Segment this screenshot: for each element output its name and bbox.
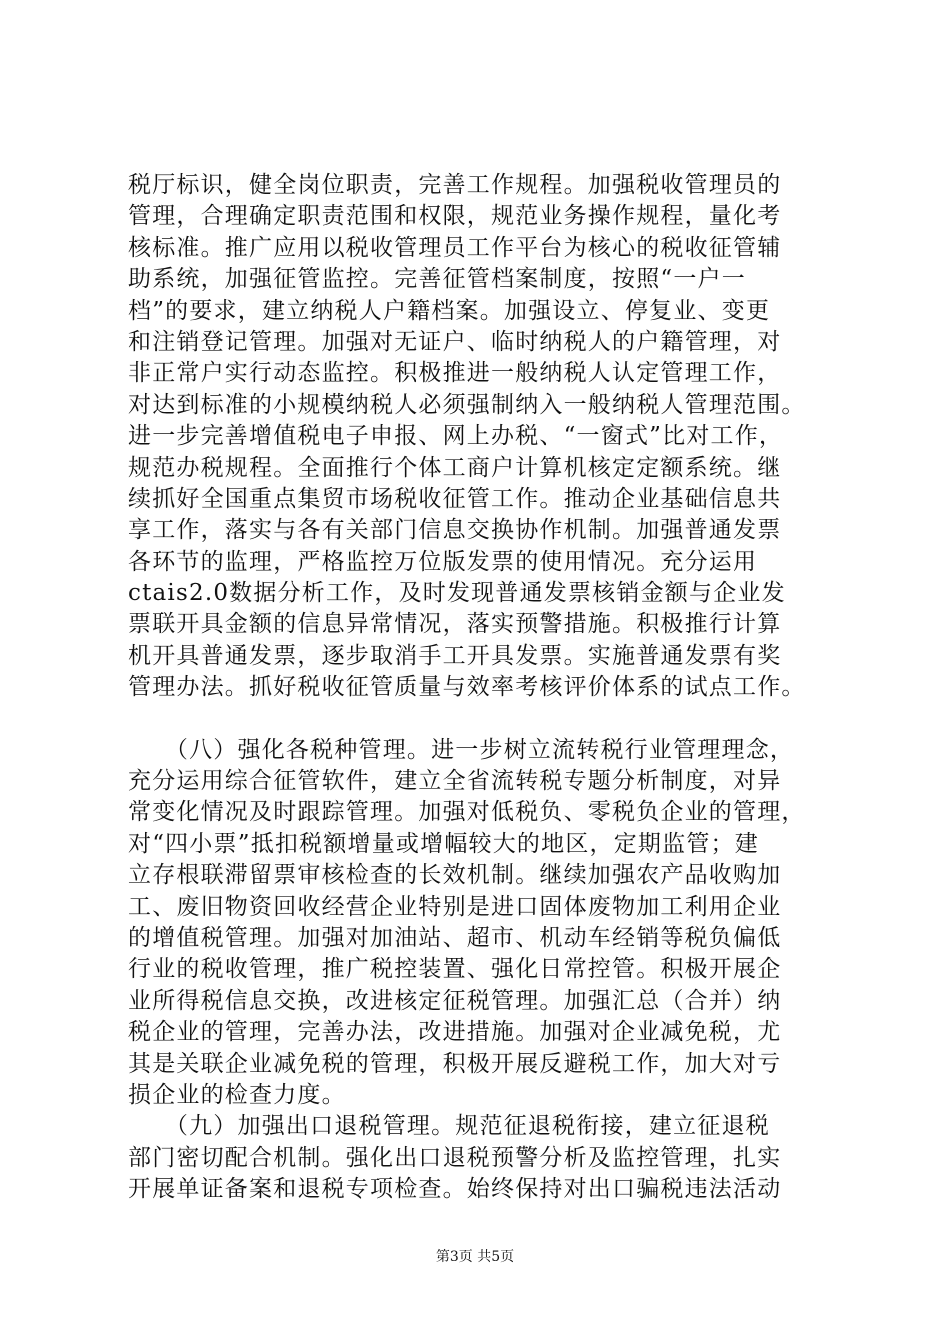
text-line: 其是关联企业减免税的管理，积极开展反避税工作，加大对亏 <box>128 1050 782 1077</box>
text-line: 助系统，加强征管监控。完善征管档案制度，按照“一户一 <box>128 266 746 293</box>
text-line: 各环节的监理，严格监控万位版发票的使用情况。充分运用 <box>128 548 758 575</box>
text-line: 开展单证备案和退税专项检查。始终保持对出口骗税违法活动 <box>128 1176 782 1203</box>
text-line: 的增值税管理。加强对加油站、超市、机动车经销等税负偏低 <box>128 924 782 951</box>
text-line: 对达到标准的小规模纳税人必须强制纳入一般纳税人管理范围。 <box>128 391 806 418</box>
text-line: 核标准。推广应用以税收管理员工作平台为核心的税收征管辅 <box>128 234 782 261</box>
body-text <box>128 170 828 1206</box>
text-line: 损企业的检查力度。 <box>128 1081 346 1108</box>
paragraph-2 <box>128 735 828 1112</box>
text-line: 行业的税收管理，推广税控装置、强化日常控管。积极开展企 <box>128 956 782 983</box>
text-line: 业所得税信息交换，改进核定征税管理。加强汇总（合并）纳 <box>128 987 782 1014</box>
text-line: 票联开具金额的信息异常情况，落实预警措施。积极推行计算 <box>128 611 782 638</box>
text-line: 管理办法。抓好税收征管质量与效率考核评价体系的试点工作。 <box>128 674 806 701</box>
paragraph-3 <box>128 1111 828 1205</box>
text-line: 工、废旧物资回收经营企业特别是进口固体废物加工利用企业 <box>128 893 782 920</box>
text-line: 规范办税规程。全面推行个体工商户计算机核定定额系统。继 <box>128 454 782 481</box>
page-footer <box>0 1246 950 1266</box>
text-line: （八）强化各税种管理。进一步树立流转税行业管理理念， <box>128 736 795 763</box>
text-line: 立存根联滞留票审核检查的长效机制。继续加强农产品收购加 <box>128 862 782 889</box>
text-line: （九）加强出口退税管理。规范征退税衔接，建立征退税 <box>128 1113 770 1140</box>
text-line: 续抓好全国重点集贸市场税收征管工作。推动企业基础信息共 <box>128 485 782 512</box>
text-line: 享工作，落实与各有关部门信息交换协作机制。加强普通发票 <box>128 517 782 544</box>
text-line: 税厅标识，健全岗位职责，完善工作规程。加强税收管理员的 <box>128 172 782 198</box>
text-line: ctais2.0数据分析工作，及时发现普通发票核销金额与企业发 <box>128 580 786 607</box>
text-line: 机开具普通发票，逐步取消手工开具发票。实施普通发票有奖 <box>128 642 782 669</box>
text-line: 档”的要求，建立纳税人户籍档案。加强设立、停复业、变更 <box>128 297 771 324</box>
text-line: 充分运用综合征管软件，建立全省流转税专题分析制度，对异 <box>128 768 782 795</box>
text-line: 对“四小票”抵扣税额增量或增幅较大的地区，定期监管；建 <box>128 830 759 857</box>
paragraph-1 <box>128 170 828 704</box>
text-line: 管理，合理确定职责范围和权限，规范业务操作规程，量化考 <box>128 203 782 230</box>
text-line: 部门密切配合机制。强化出口退税预警分析及监控管理，扎实 <box>128 1144 782 1171</box>
text-line: 和注销登记管理。加强对无证户、临时纳税人的户籍管理，对 <box>128 328 782 355</box>
text-line: 常变化情况及时跟踪管理。加强对低税负、零税负企业的管理， <box>128 799 806 826</box>
text-line: 非正常户实行动态监控。积极推进一般纳税人认定管理工作， <box>128 360 782 387</box>
text-line: 进一步完善增值税电子申报、网上办税、“一窗式”比对工作， <box>128 423 784 450</box>
paragraph-gap <box>128 704 828 735</box>
page-number: 第3页 共5页 <box>435 1249 515 1265</box>
text-line: 税企业的管理，完善办法，改进措施。加强对企业减免税，尤 <box>128 1019 782 1046</box>
